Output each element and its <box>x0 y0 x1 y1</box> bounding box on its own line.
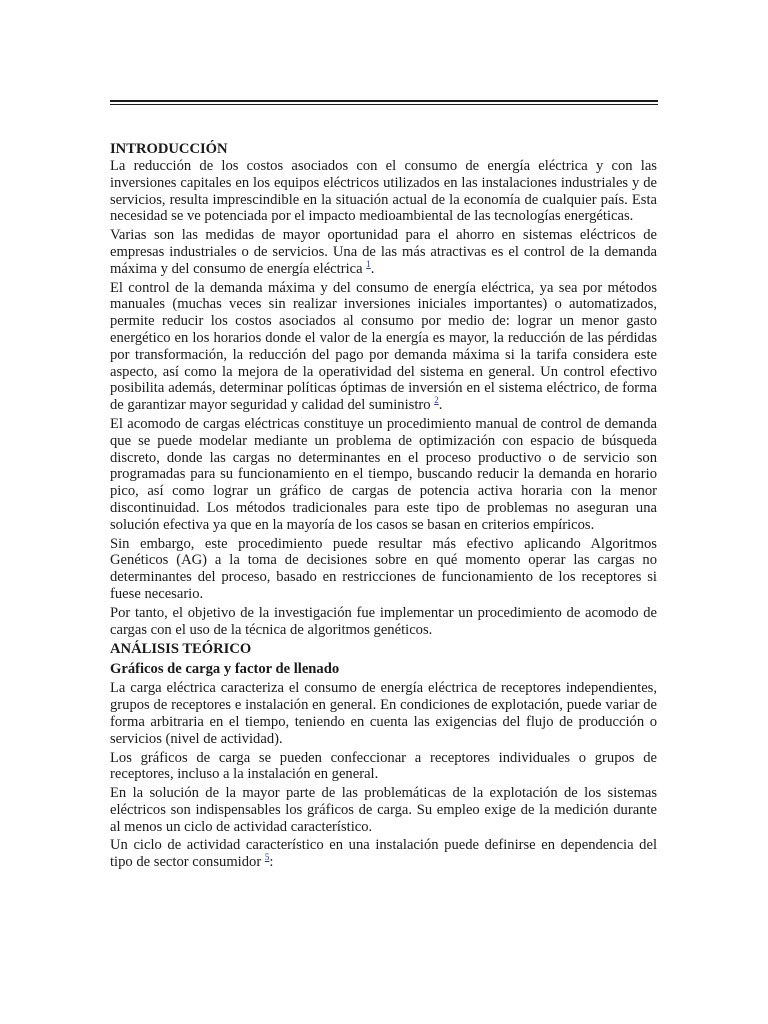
paragraph-9: En la solución de la mayor parte de las problemáticas de la explotación de los sistemas eléctricos son indispensables los gráficos de carga. Su empleo exige de la medición durante al menos un ciclo de actividad característico. <box>110 785 657 835</box>
paragraph-10-text: Un ciclo de actividad característico en una instalación puede definirse en dependencia del tipo de sector consumidor <box>110 837 657 871</box>
paragraph-8: Los gráficos de carga se pueden confeccionar a receptores individuales o grupos de receptores, incluso a la instalación en general. <box>110 749 657 783</box>
heading-introduccion: INTRODUCCIÓN <box>110 141 228 157</box>
paragraph-1: La reducción de los costos asociados con el consumo de energía eléctrica y con las inversiones capitales en los equipos eléctricos utilizados en las instalaciones industriales y de servicios, resulta imprescindible en la situación actual de la economía de cualquier país. Esta necesidad se ve potenciada por el impacto medioambiental de las tecnologías energéticas. <box>110 158 657 225</box>
paragraph-10-end: : <box>269 854 274 871</box>
document-body <box>110 140 657 873</box>
paragraph-2-end: . <box>370 260 375 277</box>
header-rule-thick <box>110 100 658 102</box>
paragraph-2 <box>110 227 657 277</box>
paragraph-2-text: Varias son las medidas de mayor oportunidad para el ahorro en sistemas eléctricos de empresas industriales o de servicios. Una de las más atractivas es el control de la demanda máxima y del consumo de energía eléctrica <box>110 227 657 277</box>
subheading-graficos-carga: Gráficos de carga y factor de llenado <box>110 661 340 678</box>
paragraph-3-end: . <box>438 397 443 414</box>
footnote-link-5[interactable]: 5 <box>264 852 270 863</box>
paragraph-7: La carga eléctrica caracteriza el consumo de energía eléctrica de receptores independientes, grupos de receptores e instalación en general. En condiciones de explotación, puede variar de forma arbitraria en el tiempo, teniendo en cuenta las exigencias del flujo de producción o servicios (nivel de actividad). <box>110 680 657 747</box>
paragraph-3 <box>110 280 657 414</box>
paragraph-3-text: El control de la demanda máxima y del consumo de energía eléctrica, ya sea por métodos manuales (muchas veces sin realizar inversiones iniciales importantes) o automatizados, permite reducir los costos asociados al consumo por medio de: lograr un menor gasto energético en los horarios donde el valor de la energía es mayor, la reducción de las pérdidas por transformación, la reducción del pago por demanda máxima si la tarifa considera este aspecto, así como la mejora de la operatividad del sistema en general. Un control efectivo posibilita además, determinar políticas óptimas de inversión en el sistema eléctrico, de forma de garantizar mayor seguridad y calidad del suministro <box>110 279 657 414</box>
heading-analisis-teorico: ANÁLISIS TEÓRICO <box>110 641 252 658</box>
paragraph-10 <box>110 837 657 871</box>
header-rule-thin <box>110 104 658 105</box>
paragraph-5: Sin embargo, este procedimiento puede resultar más efectivo aplicando Algoritmos Genéticos (AG) a la toma de decisiones sobre en qué momento operar las cargas no determinantes del proceso, basado en restricciones de funcionamiento de los receptores si fuese necesario. <box>110 535 657 602</box>
footnote-link-1[interactable]: 1 <box>366 258 371 269</box>
paragraph-6: Por tanto, el objetivo de la investigación fue implementar un procedimiento de acomodo de cargas con el uso de la técnica de algoritmos genéticos. <box>110 604 657 638</box>
footnote-link-2[interactable]: 2 <box>434 395 439 406</box>
paragraph-4: El acomodo de cargas eléctricas constituye un procedimiento manual de control de demanda que se puede modelar mediante un problema de optimización con espacio de búsqueda discreto, donde las cargas no determinantes en el proceso productivo o de servicio son programadas para su funcionamiento en el tiempo, buscando reducir la demanda en horario pico, así como lograr un gráfico de cargas de potencia activa horaria con la menor discontinuidad. Los métodos tradicionales para este tipo de problemas no aseguran una solución efectiva ya que en la mayoría de los casos se basan en criterios empíricos. <box>110 415 657 533</box>
